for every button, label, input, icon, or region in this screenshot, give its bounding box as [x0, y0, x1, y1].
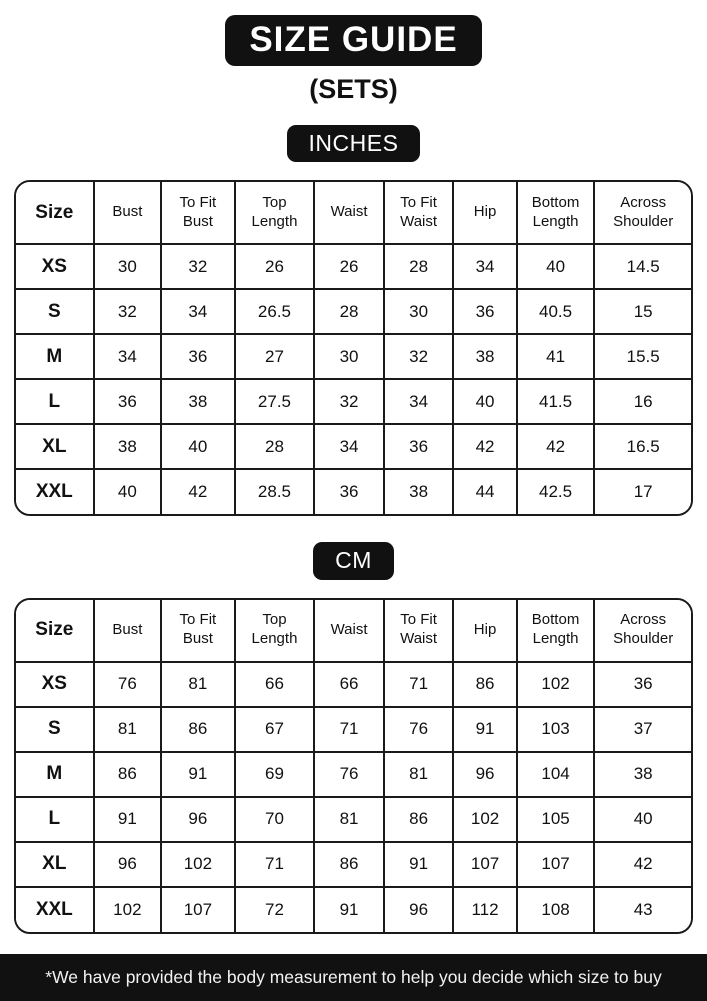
value-cell: 86: [384, 797, 454, 842]
size-cell: XXL: [16, 887, 94, 932]
header-cell: Size: [16, 182, 94, 244]
size-cell: L: [16, 379, 94, 424]
value-cell: 32: [384, 334, 454, 379]
value-cell: 36: [314, 469, 384, 514]
value-cell: 28: [235, 424, 315, 469]
header-cell: Waist: [314, 600, 384, 662]
value-cell: 34: [314, 424, 384, 469]
value-cell: 16: [594, 379, 691, 424]
value-cell: 96: [161, 797, 235, 842]
value-cell: 38: [94, 424, 161, 469]
header-cell: Top Length: [235, 600, 315, 662]
size-cell: XL: [16, 842, 94, 887]
value-cell: 30: [384, 289, 454, 334]
value-cell: 32: [94, 289, 161, 334]
size-table-inches-grid: [16, 182, 691, 514]
value-cell: 70: [235, 797, 315, 842]
header-cell: To Fit Bust: [161, 182, 235, 244]
value-cell: 36: [594, 662, 691, 707]
header-cell: Top Length: [235, 182, 315, 244]
header-cell: To Fit Waist: [384, 182, 454, 244]
size-cell: XS: [16, 244, 94, 289]
size-table-cm: [14, 598, 693, 934]
header-row: [16, 182, 691, 244]
table-row: [16, 842, 691, 887]
value-cell: 38: [161, 379, 235, 424]
value-cell: 32: [161, 244, 235, 289]
value-cell: 34: [94, 334, 161, 379]
value-cell: 37: [594, 707, 691, 752]
value-cell: 43: [594, 887, 691, 932]
value-cell: 102: [94, 887, 161, 932]
value-cell: 41.5: [517, 379, 595, 424]
value-cell: 66: [235, 662, 315, 707]
value-cell: 71: [314, 707, 384, 752]
size-cell: XS: [16, 662, 94, 707]
value-cell: 108: [517, 887, 595, 932]
table-row: [16, 469, 691, 514]
value-cell: 36: [161, 334, 235, 379]
size-cell: XL: [16, 424, 94, 469]
value-cell: 40: [453, 379, 516, 424]
value-cell: 27.5: [235, 379, 315, 424]
value-cell: 86: [94, 752, 161, 797]
value-cell: 44: [453, 469, 516, 514]
value-cell: 81: [161, 662, 235, 707]
header-cell: To Fit Waist: [384, 600, 454, 662]
value-cell: 36: [384, 424, 454, 469]
value-cell: 104: [517, 752, 595, 797]
value-cell: 40: [594, 797, 691, 842]
header-cell: Hip: [453, 600, 516, 662]
value-cell: 42.5: [517, 469, 595, 514]
value-cell: 26.5: [235, 289, 315, 334]
value-cell: 28: [314, 289, 384, 334]
value-cell: 36: [453, 289, 516, 334]
value-cell: 15.5: [594, 334, 691, 379]
header-cell: Across Shoulder: [594, 600, 691, 662]
size-table-cm-grid: [16, 600, 691, 932]
value-cell: 105: [517, 797, 595, 842]
header-cell: Bottom Length: [517, 182, 595, 244]
value-cell: 86: [161, 707, 235, 752]
value-cell: 34: [161, 289, 235, 334]
table-row: [16, 424, 691, 469]
value-cell: 26: [235, 244, 315, 289]
value-cell: 86: [453, 662, 516, 707]
table-row: [16, 244, 691, 289]
value-cell: 15: [594, 289, 691, 334]
value-cell: 96: [453, 752, 516, 797]
value-cell: 16.5: [594, 424, 691, 469]
size-cell: M: [16, 334, 94, 379]
value-cell: 41: [517, 334, 595, 379]
value-cell: 34: [453, 244, 516, 289]
value-cell: 14.5: [594, 244, 691, 289]
value-cell: 76: [314, 752, 384, 797]
value-cell: 34: [384, 379, 454, 424]
value-cell: 102: [517, 662, 595, 707]
header-cell: Bust: [94, 600, 161, 662]
value-cell: 67: [235, 707, 315, 752]
value-cell: 27: [235, 334, 315, 379]
size-cell: S: [16, 707, 94, 752]
value-cell: 71: [235, 842, 315, 887]
value-cell: 103: [517, 707, 595, 752]
header-cell: To Fit Bust: [161, 600, 235, 662]
value-cell: 91: [94, 797, 161, 842]
size-cell: L: [16, 797, 94, 842]
value-cell: 40: [161, 424, 235, 469]
table-row: [16, 887, 691, 932]
footnote-text: *We have provided the body measurement to help you decide which size to buy: [45, 967, 662, 987]
table-row: [16, 662, 691, 707]
value-cell: 102: [453, 797, 516, 842]
value-cell: 42: [453, 424, 516, 469]
header-cell: Waist: [314, 182, 384, 244]
value-cell: 66: [314, 662, 384, 707]
size-table-inches: [14, 180, 693, 516]
footnote-bar: [0, 954, 707, 1001]
header-cell: Across Shoulder: [594, 182, 691, 244]
table-row: [16, 334, 691, 379]
value-cell: 81: [384, 752, 454, 797]
header-cell: Bust: [94, 182, 161, 244]
header-cell: Bottom Length: [517, 600, 595, 662]
value-cell: 76: [384, 707, 454, 752]
page-title: SIZE GUIDE: [225, 15, 481, 66]
value-cell: 38: [453, 334, 516, 379]
value-cell: 42: [517, 424, 595, 469]
table-row: [16, 379, 691, 424]
value-cell: 72: [235, 887, 315, 932]
header-row: [16, 600, 691, 662]
value-cell: 107: [453, 842, 516, 887]
table-row: [16, 797, 691, 842]
size-cell: M: [16, 752, 94, 797]
value-cell: 112: [453, 887, 516, 932]
value-cell: 28.5: [235, 469, 315, 514]
value-cell: 26: [314, 244, 384, 289]
value-cell: 28: [384, 244, 454, 289]
header-cell: Hip: [453, 182, 516, 244]
value-cell: 69: [235, 752, 315, 797]
value-cell: 107: [161, 887, 235, 932]
value-cell: 17: [594, 469, 691, 514]
value-cell: 96: [384, 887, 454, 932]
value-cell: 91: [453, 707, 516, 752]
value-cell: 40.5: [517, 289, 595, 334]
value-cell: 76: [94, 662, 161, 707]
value-cell: 42: [594, 842, 691, 887]
value-cell: 30: [94, 244, 161, 289]
value-cell: 40: [517, 244, 595, 289]
unit-badge-inches: INCHES: [287, 125, 421, 163]
table-row: [16, 752, 691, 797]
value-cell: 81: [94, 707, 161, 752]
value-cell: 91: [384, 842, 454, 887]
value-cell: 38: [384, 469, 454, 514]
size-cell: XXL: [16, 469, 94, 514]
table-row: [16, 707, 691, 752]
value-cell: 42: [161, 469, 235, 514]
value-cell: 36: [94, 379, 161, 424]
value-cell: 91: [161, 752, 235, 797]
value-cell: 102: [161, 842, 235, 887]
value-cell: 40: [94, 469, 161, 514]
value-cell: 91: [314, 887, 384, 932]
header-cell: Size: [16, 600, 94, 662]
value-cell: 71: [384, 662, 454, 707]
value-cell: 81: [314, 797, 384, 842]
value-cell: 38: [594, 752, 691, 797]
value-cell: 86: [314, 842, 384, 887]
table-row: [16, 289, 691, 334]
value-cell: 107: [517, 842, 595, 887]
page-subtitle: (SETS): [309, 73, 398, 104]
value-cell: 32: [314, 379, 384, 424]
value-cell: 30: [314, 334, 384, 379]
unit-badge-cm: CM: [313, 542, 394, 580]
size-cell: S: [16, 289, 94, 334]
value-cell: 96: [94, 842, 161, 887]
